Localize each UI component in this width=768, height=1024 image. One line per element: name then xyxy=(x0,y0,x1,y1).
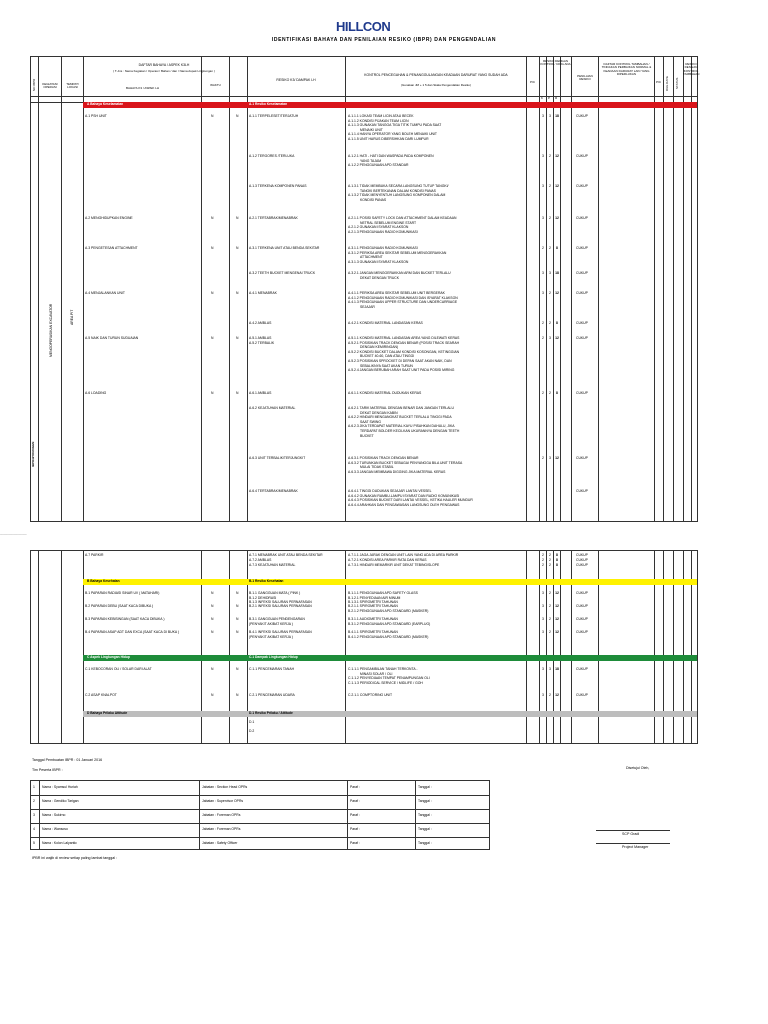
k-value: 3 xyxy=(542,630,544,634)
control-item: A.1.1.4 HANYA OPERATOR YANG BOLEH MENAIKI UNIT xyxy=(348,132,437,137)
section-a-label: A Bahaya Keselamatan xyxy=(87,101,124,106)
control-item: A.1.3.2 TIDAK MENYENTUH LANGSUNG KOMPONEN DALAM xyxy=(348,193,446,198)
sig-position: Jabatan : Supervisor OPRs xyxy=(202,799,244,803)
sig-initial: Paraf : xyxy=(350,813,360,817)
r-value: 8 xyxy=(556,563,558,567)
ibpr-table-page1 xyxy=(30,56,698,522)
k-value: 2 xyxy=(542,456,544,460)
hazard-item: A.6 LOADING xyxy=(85,391,107,395)
condition-value: N xyxy=(236,604,239,608)
assessment-value: CUKUP xyxy=(576,553,588,557)
section-d-label: D Bahaya Prilaku Attitude xyxy=(87,710,128,715)
assessment-value: CUKUP xyxy=(576,591,588,595)
section-c-risk-label: C.1 Dampak Lingkungan Hidup xyxy=(249,654,298,659)
condition-value: N xyxy=(236,693,239,697)
sig-row-divider xyxy=(31,837,489,838)
section-b-label: B Bahaya Kesehatan xyxy=(87,578,120,583)
risk-item: A.5.2 TERBALIK xyxy=(249,340,275,345)
control-item: B.4.1.2 PENGGUNAAN APD STANDARD (MASKER) xyxy=(348,634,429,639)
p-value: 3 xyxy=(549,114,551,118)
col-k: K xyxy=(541,96,544,100)
risk-item: B.1.2 DEHIDRASI xyxy=(249,595,277,600)
control-item: B.4.1.1 SPIROMETRI TAHUNAN xyxy=(348,630,398,634)
hazard-item: A.5 NAIK DAN TURUN SUDUAIAN xyxy=(85,336,139,340)
assessment-value: CUKUP xyxy=(576,291,588,295)
condition-value: N xyxy=(236,114,239,118)
p-value: 2 xyxy=(549,291,551,295)
hazard-item: A.7 PARKIR xyxy=(85,553,104,557)
control-item: B.3.1.1 AUDIOMETRI TAHUNAN xyxy=(348,617,398,621)
control-item: A.4.1.3 PENGGUNAAN UPPER STRUCTURE DAN UNDERCARRIAGE xyxy=(348,300,458,305)
r-value: 8 xyxy=(556,558,558,562)
col-waktu: WAKTU xyxy=(210,83,221,87)
col-kontrol: KONTROL PENCEGAHAN & PENANGGULANGAN KEADAAN DARURAT YANG SUDAH ADA xyxy=(364,73,508,77)
risk-item: A.5.1 AMBLAS xyxy=(249,336,272,340)
assessment-value: CUKUP xyxy=(576,154,588,158)
control-item: A.5.2.1 POSISIKAN TRACK DENGAN BENAR (POSISI TRACK SEARAH xyxy=(348,340,460,345)
r-value: 12 xyxy=(555,604,559,608)
control-item: A.7.3.1 HINDARI MEMARKIR UNIT DEKAT TEBING/SLOPE xyxy=(348,563,440,567)
tempo-value: N xyxy=(211,667,214,671)
risk-item: A.3.2 TEETH BUCKET MENGENAI TRUCK xyxy=(249,271,316,275)
tempo-value: N xyxy=(211,591,214,595)
signature-name: SCP Gradi xyxy=(622,832,640,836)
signature-title: Project Manager xyxy=(622,845,649,849)
risk-item: A.3.1 TERKENA UNIT ATAU BENDA SEKITAR xyxy=(249,246,320,250)
sig-row-divider xyxy=(31,795,489,796)
risk-item: A.1.2 TERGORES /TERLUKA xyxy=(249,154,295,158)
assessment-value: CUKUP xyxy=(576,667,588,671)
col-r: R xyxy=(555,96,558,100)
control-item: A.6.3.3 JANGAN MEMBAWA DIGGING JIKA MATERIAL KERAS xyxy=(348,469,446,474)
section-a1-label: A.1 Resiko Keselamatan xyxy=(249,101,288,106)
k-value: 3 xyxy=(542,114,544,118)
assessment-value: CUKUP xyxy=(576,114,588,118)
section-b-risk-label: B.1 Resiko Kesehatan xyxy=(249,578,284,583)
assessment-value: CUKUP xyxy=(576,184,588,188)
assessment-value: CUKUP xyxy=(576,630,588,634)
control-item: C.1.1.3 PERIODICAL SERVICE / MIDLIFE / GOH xyxy=(348,680,423,685)
risk-item: A.2.1 TERTABRAK/MENABRAK xyxy=(249,216,298,220)
sig-date: Tanggal : xyxy=(418,785,432,789)
hazard-item: C.1 KEBOCORAN OLI / SOLAR DARI ALAT xyxy=(85,667,152,671)
condition-value: N xyxy=(236,591,239,595)
control-item: A.4.2.1 KONDISI MATERIAL LANDASAN KERAS xyxy=(348,321,423,325)
assessment-value: CUKUP xyxy=(576,391,588,395)
assessment-value: CUKUP xyxy=(576,321,588,325)
r-value: 12 xyxy=(555,184,559,188)
k-value: 3 xyxy=(542,693,544,697)
control-item: A.6.4.3 POSISIKAN BUCKET DARI LANTAI VESSEL, KETIKA HAULER MUNDUR xyxy=(348,498,473,503)
control-item: A.3.2.1 JANGAN MENGGERAKKAN ARM DAN BUCKET TERLALU xyxy=(348,271,451,275)
assessment-value: CUKUP xyxy=(576,563,588,567)
control-item: A.1.1.3 GUNAKAN TANGGA TIGA TITIK TUMPU PADA SAAT xyxy=(348,123,442,128)
assessment-value: CUKUP xyxy=(576,246,588,250)
attitude-ref: D.1 xyxy=(249,720,255,724)
k-value: 2 xyxy=(542,391,544,395)
col-pic: PIC xyxy=(529,80,535,84)
sig-row-divider xyxy=(31,809,489,810)
control-item: A.6.2.1 TARIK MATERIAL DENGAN BENAR DAN JANGAN TERLALU xyxy=(348,406,454,410)
assessment-value: CUKUP xyxy=(576,617,588,621)
p-value: 2 xyxy=(549,630,551,634)
k-value: 3 xyxy=(542,154,544,158)
k-value: 3 xyxy=(542,216,544,220)
section-d-band-left xyxy=(83,711,247,717)
col-pic2: PIC xyxy=(655,80,661,84)
control-item: A.6.4.2 GUNAKAN RAMBU-LAMPU ISYARAT DAN RADIO KOMUNIKASI xyxy=(348,493,460,498)
r-value: 8 xyxy=(556,553,558,557)
k-value: 2 xyxy=(542,246,544,250)
sig-position: Jabatan : Foreman OPRs xyxy=(202,813,241,817)
section-c-band-right xyxy=(247,655,697,661)
p-value: 2 xyxy=(549,563,551,567)
col-resiko: RESIKO K3/ DAMPAK LH xyxy=(276,78,316,82)
assessment-value: CUKUP xyxy=(576,336,588,340)
control-item: A.1.2.2 PENGGUNAAN APD STANDAR xyxy=(348,163,409,168)
control-item: SEBALIKNYA SAAT AKAN TURUN xyxy=(360,363,413,368)
risk-item: A.1.3 TERKENA KOMPONEN PANAS xyxy=(249,184,307,188)
control-item: DENGAN KEMIRINGAN) xyxy=(360,345,399,350)
control-item: B.2.1.1 SPIROMETRI TAHUNAN xyxy=(348,604,398,608)
r-value: 12 xyxy=(555,693,559,697)
tempo-value: N xyxy=(211,336,214,340)
control-item: BUCKET xyxy=(360,433,374,438)
condition-value: N xyxy=(236,246,239,250)
r-value: 18 xyxy=(555,271,559,275)
control-item: BUCKET 40-60, DAN ATAU TINGGI xyxy=(360,354,415,359)
r-value: 12 xyxy=(555,336,559,340)
tempo-value: N xyxy=(211,604,214,608)
r-value: 18 xyxy=(555,114,559,118)
p-value: 2 xyxy=(549,591,551,595)
k-value: 3 xyxy=(542,617,544,621)
sig-date: Tanggal : xyxy=(418,841,432,845)
control-item: SAAT SWING xyxy=(360,419,381,424)
col-tempat: TEMPAT/ LOKASI xyxy=(66,82,79,90)
col-status: STATUS xyxy=(675,77,679,89)
control-item: A.5.2.4 JANGAN BERUBAH ARAH SAAT UNIT PADA POSISI MIRING xyxy=(348,368,455,373)
condition-value: N xyxy=(236,391,239,395)
hazard-item: A.4 MENJALANKAN UNIT xyxy=(85,291,125,295)
col-daftar-bahaya: DAFTAR BAHAYA / ASPEK K3LH xyxy=(138,63,190,67)
col-kontrol-sub: (Gunakan JM + 1 5 dan Skala Pengendalian Resiko) xyxy=(401,83,471,87)
p-value: 2 xyxy=(549,184,551,188)
risk-item: A.6.4 TERTABRAK/MENABRAK xyxy=(249,489,298,493)
condition-value: N xyxy=(236,617,239,621)
p-value: 3 xyxy=(549,336,551,340)
control-item: MENAIKI UNIT xyxy=(360,127,383,132)
hazard-item: A.3 PENGETESAN ATTACHMENT xyxy=(85,246,138,250)
control-item: DEKAT DENGAN KABIN xyxy=(360,410,398,415)
tempo-value: N xyxy=(211,391,214,395)
control-item: A.7.2.1 KONDISI AREA PARKIR RATA DAN KERAS xyxy=(348,558,427,562)
review-note: IPBR ini wajib di review setiap paling lambat tanggal : xyxy=(32,856,118,860)
p-value: 3 xyxy=(549,667,551,671)
sig-position: Jabatan : Safety Officer xyxy=(202,841,238,845)
control-item: C.1.1.1 PENGAMBILAN TANAH TERKONTA - xyxy=(348,667,418,671)
sig-row-divider xyxy=(31,823,489,824)
sig-date: Tanggal : xyxy=(418,827,432,831)
col-p: P xyxy=(548,96,551,100)
control-item: A.2.1.3 PENGGUNAAN RADIO KOMUNIKASI xyxy=(348,229,418,234)
p-value: 2 xyxy=(549,216,551,220)
control-item: A.6.2.2 HINDARI MENGANGKAT BUCKET TERLALU TINGGI PADA xyxy=(348,415,452,420)
sig-date: Tanggal : xyxy=(418,813,432,817)
control-item: ATTACHMENT xyxy=(360,255,383,260)
r-value: 12 xyxy=(555,154,559,158)
p-value: 2 xyxy=(549,321,551,325)
tempo-value: N xyxy=(211,630,214,634)
risk-item: B.4.1 INFEKSI SALURAN PERNAFASAN xyxy=(249,630,312,634)
control-item: KONDISI PANAS xyxy=(360,197,387,202)
control-item: A.1.3.1 TIDAK MEMBUKA SECARA LANGSUNG TUTUP TANGKI/ xyxy=(348,184,449,188)
kegiatan-label: MENGOPERASIKAN EXCAVATOR xyxy=(49,303,53,357)
control-item: A.5.2.3 POSISIKAN SPROCKET DI DEPAN SAAT AKAN NAIK, DAN xyxy=(348,359,452,363)
p-value: 2 xyxy=(549,617,551,621)
risk-item: A.7.2 AMBLAS xyxy=(249,558,272,562)
assessment-value: CUKUP xyxy=(576,271,588,275)
signatory-table xyxy=(30,780,490,850)
col-tindakan: DAFTAR KONTROL TAMBAHAN / TINDAKAN PERBAIKAN NORMAL & KEADAAN DARURAT LAIN YANG DIPERLUKAN xyxy=(601,62,652,77)
sig-number: 1 xyxy=(33,785,35,789)
tempo-value: N xyxy=(211,216,214,220)
control-item: A.4.1.2 PENGGUNAAN RADIO KOMUNIKASI DAN ISYARAT KLAKSON xyxy=(348,295,458,300)
r-value: 12 xyxy=(555,216,559,220)
ibpr-table-page2 xyxy=(30,550,698,744)
hazard-item: B.4 PAPARAN ASAP ADT DAN EXCA (SAAT KACA DI BUKA ) xyxy=(85,630,180,634)
k-value: 3 xyxy=(542,184,544,188)
creation-date: Tanggal Pembuatan IBPR : 01 Januari 2016 xyxy=(32,758,103,762)
risk-item: (PENYAKIT AKIBAT KERJA ) xyxy=(249,634,293,639)
sig-number: 3 xyxy=(33,813,35,817)
risk-item: A.4.1 MENABRAK xyxy=(249,291,277,295)
control-item: B.1.2.1 PENYEDIAAN AIR MINUM xyxy=(348,595,401,600)
sig-initial: Paraf : xyxy=(350,785,360,789)
sig-initial: Paraf : xyxy=(350,827,360,831)
col-due-date: DUE DATE xyxy=(665,76,669,91)
risk-item: A.6.3 UNIT TERBALIK/TERJUNGKIT xyxy=(249,456,306,460)
risk-item: A.7.3 KEJATUHAN MATERIAL xyxy=(249,563,296,567)
control-item: A.6.3.1 POSISIKAN TRACK DENGAN BENAR xyxy=(348,456,419,460)
sig-position: Jabatan : Foreman OPRs xyxy=(202,827,241,831)
r-value: 8 xyxy=(556,321,558,325)
risk-item: (PENYAKIT AKIBAT KERJA ) xyxy=(249,621,293,626)
k-value: 3 xyxy=(542,291,544,295)
k-value: 2 xyxy=(542,336,544,340)
document-title: IDENTIFIKASI BAHAYA DAN PENILAIAN RESIKO (IBPR) DAN PENGENDALIAN xyxy=(271,37,497,43)
sig-position: Jabatan : Section Head OPRs xyxy=(202,785,248,789)
p-value: 2 xyxy=(549,246,551,250)
risk-item: B.1.1 GANGGUAN MATA ( PINK ) xyxy=(249,591,301,595)
control-item: YANG TAJAM xyxy=(360,158,382,163)
sig-number: 2 xyxy=(33,799,35,803)
condition-value: N xyxy=(236,216,239,220)
risk-item: B.1.3 INFEKSI SALURAN PERNAFASAN xyxy=(249,600,312,605)
control-item: A.5.2.2 KONDISI BUCKET DALAM KONDISI KOSONGAN, KETINGGIAN xyxy=(348,349,460,354)
condition-value: N xyxy=(236,336,239,340)
tempo-value: N xyxy=(211,617,214,621)
sig-name: Nama : Sukirno xyxy=(42,813,66,817)
r-value: 12 xyxy=(555,456,559,460)
risk-item: C.1.1 PENCEMARAN TANAH xyxy=(249,667,295,671)
k-value: 2 xyxy=(542,558,544,562)
r-value: 8 xyxy=(556,246,558,250)
r-value: 12 xyxy=(555,630,559,634)
assessment-value: CUKUP xyxy=(576,489,588,493)
k-value: 2 xyxy=(542,553,544,557)
control-item: A.1.2.1 HATI - HATI DAN WASPADA PADA KOMPONEN xyxy=(348,154,434,158)
risk-item: C.2.1 PENCEMARAN UDARA xyxy=(249,693,295,697)
control-item: A.6.4.1 TINGGI DUDUKAN SEJAJAR LANTAI VESSEL xyxy=(348,489,432,493)
section-c-label: C Aspek Lingkungan Hidup xyxy=(87,654,130,659)
tempo-value: N xyxy=(211,693,214,697)
sig-initial: Paraf : xyxy=(350,799,360,803)
control-item: A.6.3.2 TURUNKAN BUCKET SEBAGAI PENYANGGA BILA UNIT TERASA xyxy=(348,460,463,465)
tempo-value: N xyxy=(211,114,214,118)
risk-item: A.4.2 AMBLAS xyxy=(249,321,272,325)
sig-name: Nama : Kolon Lalyantic xyxy=(42,841,77,845)
col-resiko-kontrol: RESIKO DENGAN KONTROL YANG ADA xyxy=(540,59,571,67)
control-item: NETRAL SEBELUM ENGINE START xyxy=(360,220,417,225)
assessment-value: CUKUP xyxy=(576,604,588,608)
risk-item: B.2.1 INFEKSI SALURAN PERNAFASAN xyxy=(249,604,312,608)
sig-name: Nama : Gendiko Tarigan xyxy=(42,799,79,803)
p-value: 2 xyxy=(549,693,551,697)
assessment-value: CUKUP xyxy=(576,456,588,460)
control-item: C.1.1.2 PENYEDIAAN TEMPAT PENAMPUNGAN OLI xyxy=(348,676,430,681)
control-item: B.1.1.1 PENGGUNAAN APD SAFETY GLASS xyxy=(348,591,418,595)
control-item: B.1.3.1 SPIROMETRI TAHUNAN xyxy=(348,600,398,605)
control-item: A.1.1.2 KONDISI PIJAKAN TEAM LICIN xyxy=(348,118,409,123)
control-item: A.6.4.4 ARAHKAN DAN PENGAWASAN LANGSUNG OLEH PENGAWAS xyxy=(348,502,460,507)
hazard-item: B.2 PAPARAN DEBU (SAAT KACA DIBUKA ) xyxy=(85,604,154,608)
lokasi-label: AREA PIT xyxy=(70,309,74,325)
control-item: A.3.1.1 PENGGUNAAN RADIO KOMUNIKASI xyxy=(348,246,418,250)
control-item: A.3.1.3 GUNAKAN ISYARAT KLAKSON xyxy=(348,259,409,264)
control-item: A.6.2.3 JIKA TERDAPAT MATERIAL KAYU PISAHKAN DAHULU, JIKA xyxy=(348,424,455,429)
ibpr-code: IBPR/HYDROGEN xyxy=(31,441,35,467)
hazard-item: B.1 PAPARAN RADIASI SINAR UV ( MATAHARI) xyxy=(85,591,160,595)
control-item: A.1.1.1 LOKASI TEAM LICIN ATAU BECEK xyxy=(348,114,414,118)
control-item: A.3.1.2 PERIKSA AREA SEKITAR SEBELUM MENGGERAKKAN xyxy=(348,250,447,255)
section-b-band-right xyxy=(247,579,697,585)
p-value: 2 xyxy=(549,558,551,562)
control-item: MULAI TIDAK STABIL xyxy=(360,465,394,470)
r-value: 12 xyxy=(555,617,559,621)
hazard-item: A.2 MENGHIDUPKAN ENGINE xyxy=(85,216,133,220)
col-kegiatan: KEGIATAN/ OPERASI xyxy=(42,82,58,90)
k-value: 3 xyxy=(542,604,544,608)
control-item: SEJAJAR xyxy=(360,304,375,309)
control-item: A.4.1.1 PERIKSA AREA SEKITAR SEBELUM UNIT BERGERAK xyxy=(348,291,445,295)
company-logo: HILLCON xyxy=(336,19,391,34)
k-value: 2 xyxy=(542,563,544,567)
col-bahaya-k3: BAHAYA K3 / ASPEK LH xyxy=(125,86,160,90)
col-no-ibpr: NO IBPR xyxy=(32,78,36,91)
p-value: 2 xyxy=(549,154,551,158)
assessment-value: CUKUP xyxy=(576,558,588,562)
condition-value: N xyxy=(236,667,239,671)
k-value: 3 xyxy=(542,591,544,595)
risk-item: B.3.1 GANGGUAN PENDENGARAN xyxy=(249,617,305,621)
sig-date: Tanggal : xyxy=(418,799,432,803)
sig-number: 4 xyxy=(33,827,35,831)
r-value: 18 xyxy=(555,667,559,671)
p-value: 3 xyxy=(549,456,551,460)
hazard-item: A.1 PSH UNIT xyxy=(85,114,107,118)
attitude-ref: D.2 xyxy=(249,729,255,733)
assessment-value: CUKUP xyxy=(576,693,588,697)
p-value: 2 xyxy=(549,604,551,608)
risk-item: A.7.1 MENABRAK UNIT ATAU BENDA SEKITAR xyxy=(249,553,323,557)
section-c-band-left xyxy=(83,655,247,661)
section-d-band-right xyxy=(247,711,697,717)
control-item: A.5.1.1 KONDISI MATERIAL LANDASAN AREA YANG DILEWATI KERAS xyxy=(348,336,460,340)
control-item: C.2.1.1 COMPTORING UNIT xyxy=(348,693,393,697)
control-item: DEKAT DENGAN TRUCK xyxy=(360,275,399,280)
control-item: A.6.1.1 KONDISI MATERIAL DUDUKAN KERAS xyxy=(348,391,422,395)
risk-item: A.6.1 AMBLAS xyxy=(249,391,272,395)
control-item: TERDAPAT BOLDER KECILKAN UKURANNYA DENGAN TEETH xyxy=(360,429,460,433)
k-value: 3 xyxy=(542,667,544,671)
sig-number: 5 xyxy=(33,841,35,845)
r-value: 8 xyxy=(556,391,558,395)
k-value: 3 xyxy=(542,271,544,275)
control-item: B.2.1.2 PENGGUNAAN APD STANDARD (MASKER) xyxy=(348,608,429,613)
col-daftar-sub: ( T-Jns : Nama Kegiatan / Operasi / Bahan / dan / Nama Aspek Lingkungan ) xyxy=(113,69,215,73)
hazard-item: B.3 PAPARAN KEBISINGAN (SAAT KACA DIBUKA ) xyxy=(85,617,165,621)
team-label: Tim Peserta IBPR : xyxy=(32,768,63,772)
section-b-band-left xyxy=(83,579,247,585)
control-item: TANGKI BERTEKANAN DALAM KONDISI PANAS xyxy=(360,188,436,193)
tempo-value: N xyxy=(211,246,214,250)
control-item: MINASI SOLAR / OLI xyxy=(360,671,393,676)
sig-name: Nama : Syamsul Huriah xyxy=(42,785,78,789)
condition-value: N xyxy=(236,630,239,634)
hazard-item: C.2 ASAP KNALPOT xyxy=(85,693,117,697)
risk-item: A.6.2 KEJATUHAN MATERIAL xyxy=(249,406,296,410)
p-value: 2 xyxy=(549,553,551,557)
section-d-risk-label: D.1 Resiko Prilaku / Attitude xyxy=(249,710,293,715)
p-value: 2 xyxy=(549,391,551,395)
col-penilaian: PENILAIAN RESIKO xyxy=(577,74,593,82)
control-item: A.7.1.1 JAGA JARAK DENGAN UNIT LAIN YANG ADA DI AREA PARKIR xyxy=(348,553,459,557)
sig-initial: Paraf : xyxy=(350,841,360,845)
condition-value: N xyxy=(236,291,239,295)
tempo-value: N xyxy=(211,291,214,295)
col-resiko-tambahan: RESIKO DENGAN KONTROL TAMBAHAN xyxy=(683,62,700,77)
control-item: A.2.1.1 POSISI SAFETY LOCK DAN ATTACHMENT DALAM KEADAAN xyxy=(348,216,457,220)
k-value: 2 xyxy=(542,321,544,325)
p-value: 3 xyxy=(549,271,551,275)
sig-name: Nama : Wansoso xyxy=(42,827,68,831)
control-item: A.1.1.5 UNIT HARUS DIBERSIHKAN DARI LUMPUR xyxy=(348,137,429,141)
r-value: 12 xyxy=(555,291,559,295)
control-item: A.2.1.2 GUNAKAN ISYARAT KLAKSON xyxy=(348,225,409,230)
approved-label: Disetujui Oleh, xyxy=(626,766,650,770)
r-value: 12 xyxy=(555,591,559,595)
assessment-value: CUKUP xyxy=(576,216,588,220)
risk-item: A.1.1 TERPELESET/TERJATUH xyxy=(249,114,299,118)
control-item: B.3.1.2 PENGGUNAAN APD STANDARD (EARPLUG) xyxy=(348,621,431,626)
